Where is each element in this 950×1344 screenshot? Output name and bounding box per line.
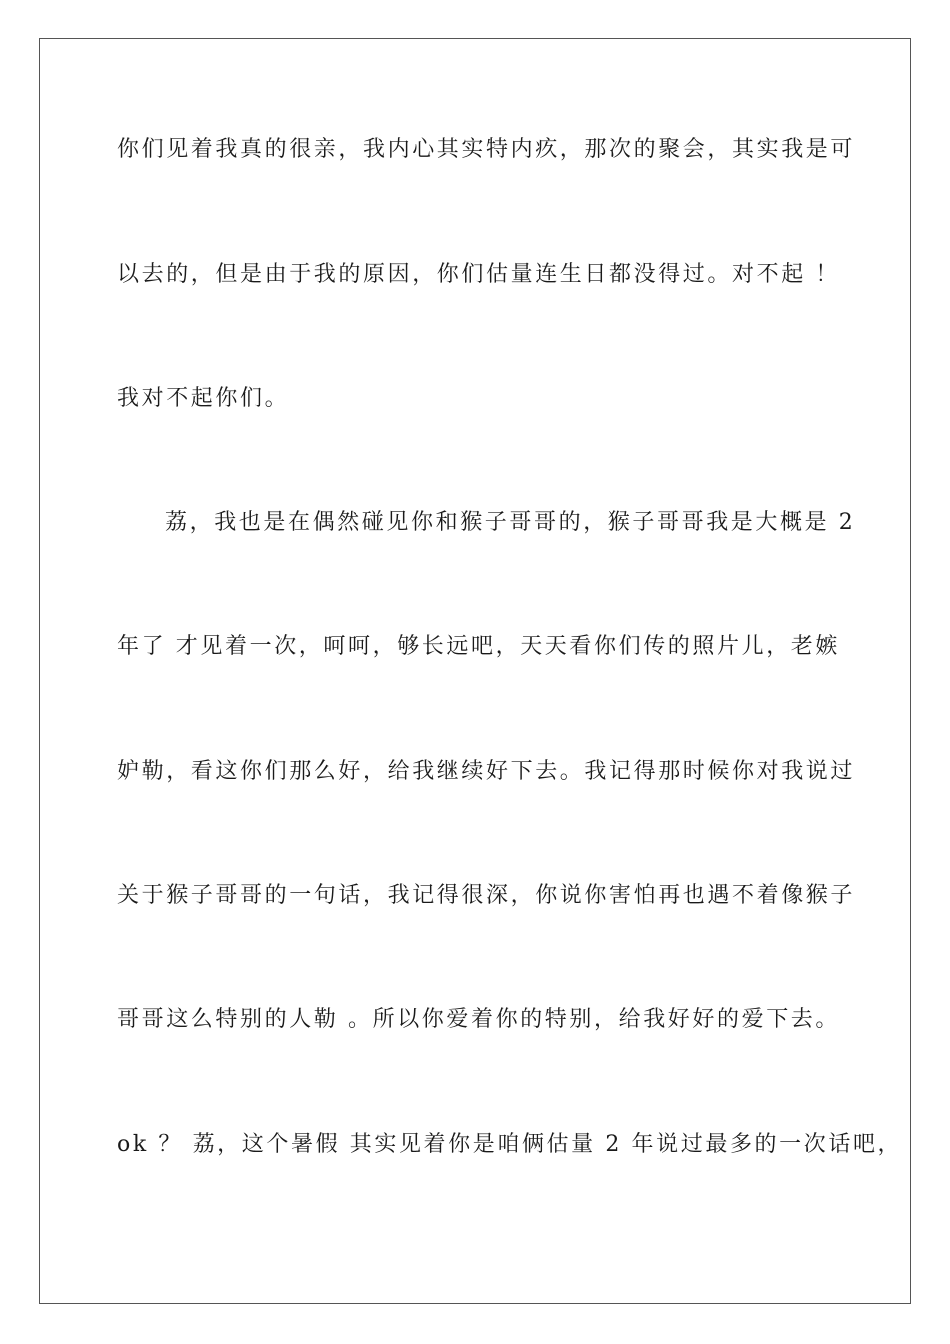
paragraph-line-5: 年了 才见着一次，呵呵，够长远吧，天天看你们传的照片儿，老嫉	[117, 634, 840, 659]
paragraph-line-6: 妒勒，看这你们那么好，给我继续好下去。我记得那时候你对我说过	[117, 759, 856, 784]
paragraph-line-7: 关于猴子哥哥的一句话，我记得很深，你说你害怕再也遇不着像猴子	[117, 883, 856, 908]
paragraph-line-9: ok ？ 荔，这个暑假 其实见着你是咱俩估量 2 年说过最多的一次话吧，	[117, 1132, 903, 1157]
paragraph-line-2: 以去的，但是由于我的原因，你们估量连生日都没得过。对不起 ！	[117, 262, 840, 287]
page-border	[39, 38, 911, 1304]
paragraph-line-4: 荔，我也是在偶然碰见你和猴子哥哥的，猴子哥哥我是大概是 2	[165, 510, 856, 535]
paragraph-line-1: 你们见着我真的很亲，我内心其实特内疚，那次的聚会，其实我是可	[117, 137, 856, 162]
paragraph-line-8: 哥哥这么特别的人勒 。所以你爱着你的特别，给我好好的爱下去。	[117, 1007, 840, 1032]
paragraph-line-3: 我对不起你们。	[117, 386, 290, 411]
